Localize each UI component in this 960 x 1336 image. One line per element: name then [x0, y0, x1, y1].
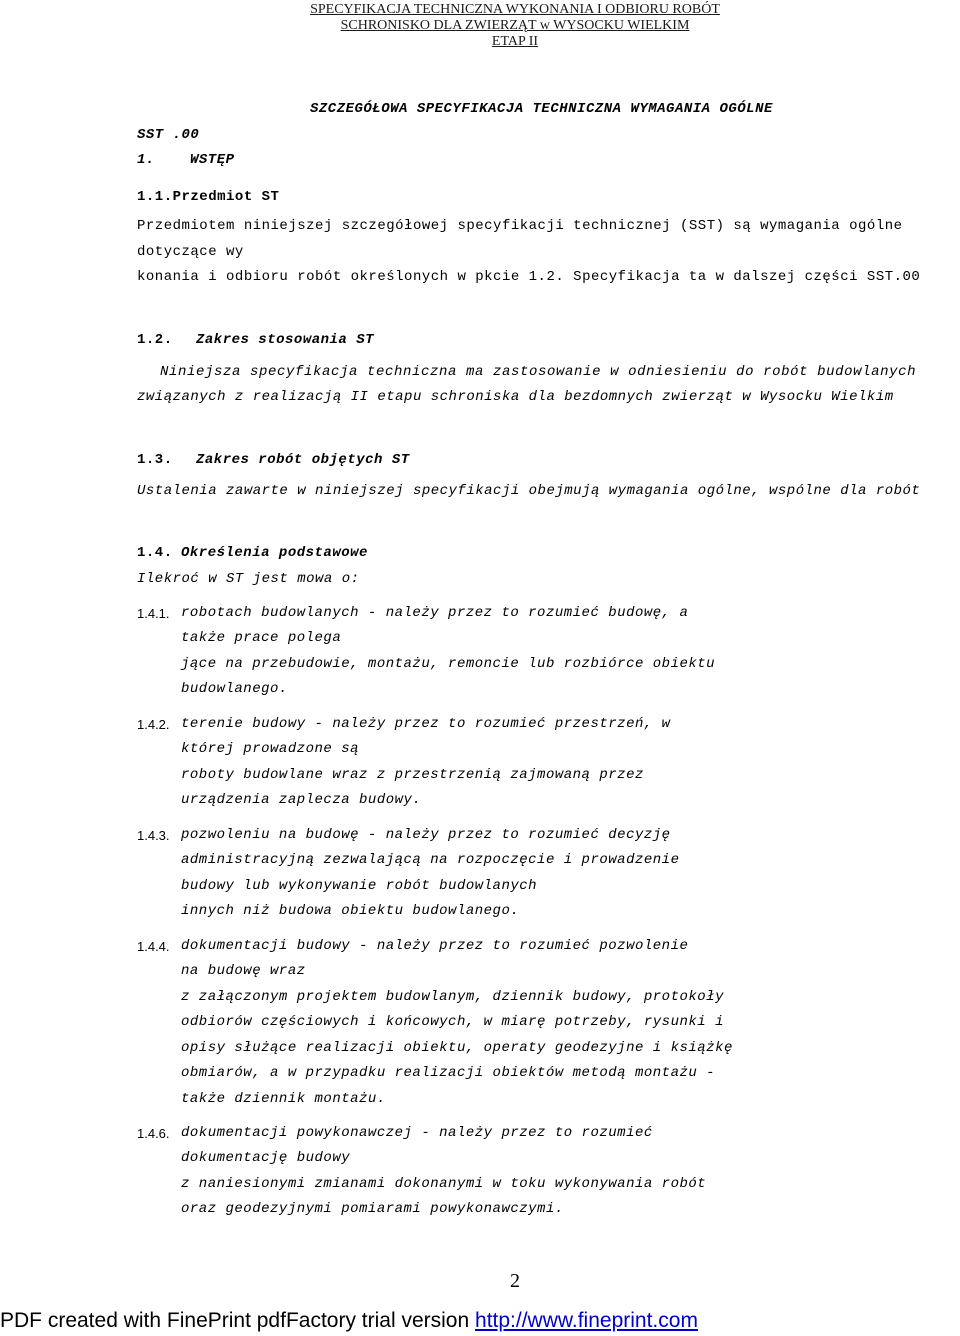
- section-1-2-title: Zakres stosowania ST: [196, 332, 375, 348]
- section-1-2-line: Niniejsza specyfikacja techniczna ma zastosowanie w odniesieniu do robót budowlanych: [160, 364, 917, 380]
- definition-line: dokumentację budowy: [181, 1150, 351, 1166]
- definition-line: dokumentacji budowy - należy przez to rozumieć pozwolenie: [181, 938, 689, 954]
- definition-line: której prowadzone są: [181, 741, 360, 757]
- definition-line: budowy lub wykonywanie robót budowlanych: [181, 878, 538, 894]
- definition-line: jące na przebudowie, montażu, remoncie lub rozbiórce obiektu: [181, 656, 716, 672]
- section-1-4-title: Określenia podstawowe: [181, 545, 368, 561]
- definition-number: 1.4.1.: [137, 606, 170, 621]
- definition-line: urządzenia zaplecza budowy.: [181, 792, 422, 808]
- section-1-3-title: Zakres robót objętych ST: [196, 452, 410, 468]
- definition-line: administracyjną zezwalającą na rozpoczęcie i prowadzenie: [181, 852, 680, 868]
- definition-line: dokumentacji powykonawczej - należy przez to rozumieć: [181, 1125, 653, 1141]
- sst-code: SST .00: [137, 127, 200, 143]
- footer-link[interactable]: http://www.fineprint.com: [475, 1309, 698, 1332]
- definition-line: z naniesionymi zmianami dokonanymi w toku wykonywania robót: [181, 1176, 707, 1192]
- section-1-4-number: 1.4.: [137, 545, 173, 561]
- definition-number: 1.4.3.: [137, 828, 170, 843]
- definition-line: roboty budowlane wraz z przestrzenią zajmowaną przez: [181, 767, 644, 783]
- definition-line: z załączonym projektem budowlanym, dziennik budowy, protokoły: [181, 989, 724, 1005]
- section-1-1-line: Przedmiotem niniejszej szczegółowej specyfikacji technicznej (SST) są wymagania ogólne: [137, 218, 903, 234]
- definition-number: 1.4.2.: [137, 717, 170, 732]
- section-1-number: 1.: [137, 152, 155, 168]
- definition-line: oraz geodezyjnymi pomiarami powykonawczymi.: [181, 1201, 564, 1217]
- document-title: SZCZEGÓŁOWA SPECYFIKACJA TECHNICZNA WYMAGANIA OGÓLNE: [310, 101, 773, 117]
- section-1-3-line: Ustalenia zawarte w niniejszej specyfikacji obejmują wymagania ogólne, wspólne dla robót: [137, 483, 921, 499]
- definition-line: opisy służące realizacji obiektu, operaty geodezyjne i książkę: [181, 1040, 733, 1056]
- definition-line: terenie budowy - należy przez to rozumieć przestrzeń, w: [181, 716, 671, 732]
- definition-line: robotach budowlanych - należy przez to rozumieć budowę, a: [181, 605, 689, 621]
- header-line-3: ETAP II: [491, 34, 539, 49]
- definition-line: także dziennik montażu.: [181, 1091, 386, 1107]
- section-1-4-intro: Ilekroć w ST jest mowa o:: [137, 571, 360, 587]
- section-1-2-number: 1.2.: [137, 332, 173, 348]
- definition-line: obmiarów, a w przypadku realizacji obiektów metodą montażu -: [181, 1065, 716, 1081]
- definition-line: odbiorów częściowych i końcowych, w miarę potrzeby, rysunki i: [181, 1014, 724, 1030]
- header-line-1: SPECYFIKACJA TECHNICZNA WYKONANIA I ODBIORU ROBÓT: [310, 2, 720, 17]
- section-1-3-number: 1.3.: [137, 452, 173, 468]
- header-line-2: SCHRONISKO DLA ZWIERZĄT w WYSOCKU WIELKIM: [340, 18, 690, 33]
- footer-text: PDF created with FinePrint pdfFactory trial version: [0, 1309, 476, 1332]
- section-1-1-heading: 1.1.Przedmiot ST: [137, 189, 280, 205]
- section-1-1-line: konania i odbioru robót określonych w pkcie 1.2. Specyfikacja ta w dalszej części SST.00: [137, 269, 921, 285]
- section-1-1-line: dotyczące wy: [137, 244, 244, 260]
- pdf-footer: [0, 1309, 698, 1333]
- definition-line: budowlanego.: [181, 681, 288, 697]
- definition-number: 1.4.4.: [137, 939, 170, 954]
- definition-line: pozwoleniu na budowę - należy przez to rozumieć decyzję: [181, 827, 671, 843]
- definition-line: innych niż budowa obiektu budowlanego.: [181, 903, 520, 919]
- definition-number: 1.4.6.: [137, 1126, 170, 1141]
- definition-line: także prace polega: [181, 630, 342, 646]
- section-1-2-line: związanych z realizacją II etapu schroniska dla bezdomnych zwierząt w Wysocku Wielkim: [137, 389, 894, 405]
- page-number: 2: [510, 1270, 520, 1292]
- section-1-title: WSTĘP: [190, 152, 235, 168]
- definition-line: na budowę wraz: [181, 963, 306, 979]
